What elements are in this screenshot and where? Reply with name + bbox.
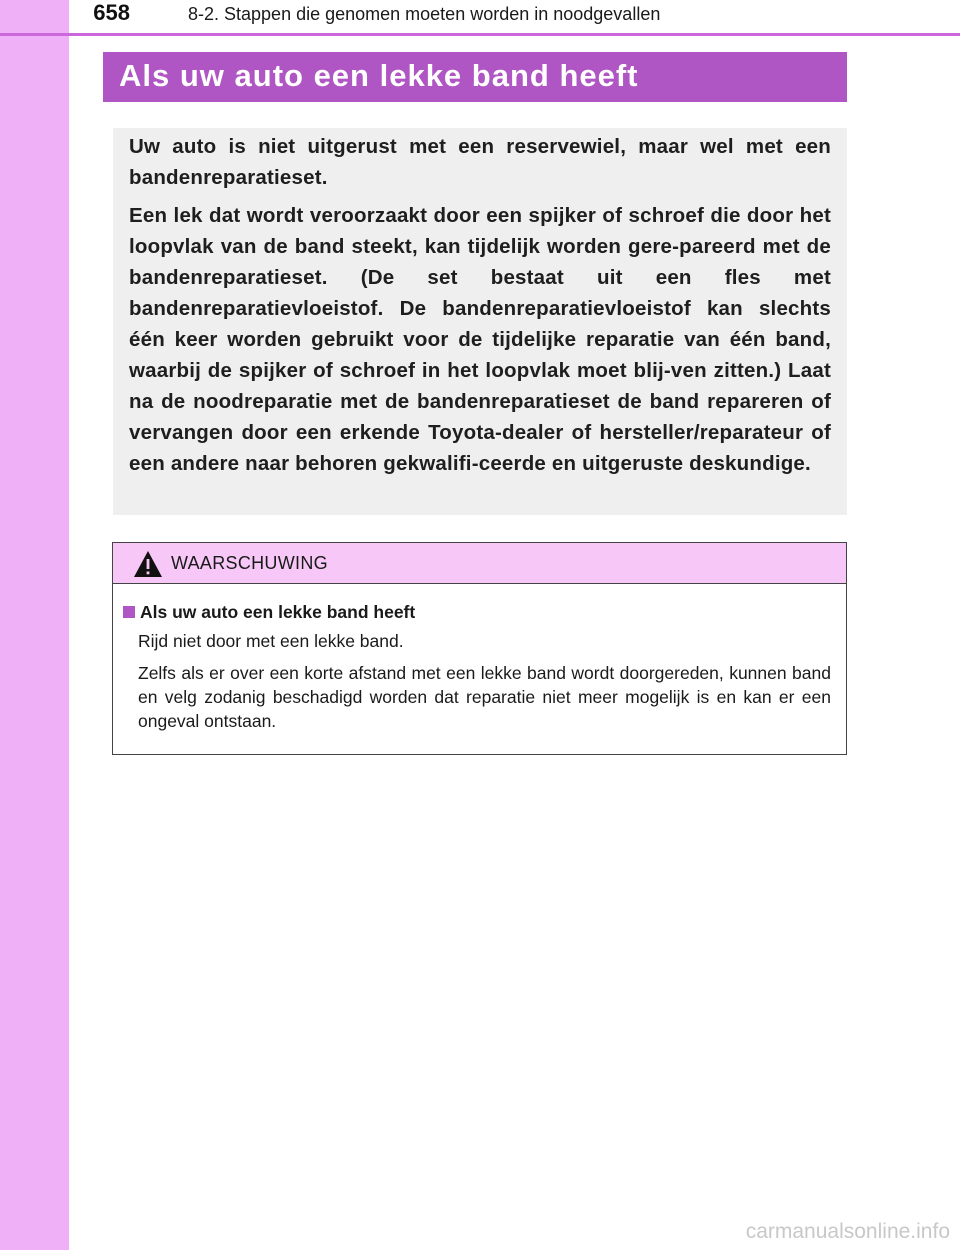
page-number: 658 xyxy=(93,0,130,25)
intro-box xyxy=(113,128,847,515)
watermark: carmanualsonline.info xyxy=(745,1220,950,1243)
warning-triangle-icon xyxy=(133,550,163,578)
intro-paragraph: Uw auto is niet uitgerust met een reservewiel, maar wel met een bandenreparatieset. xyxy=(129,135,831,189)
warning-content xyxy=(113,584,846,733)
section-title: Als uw auto een lekke band heeft xyxy=(119,58,639,93)
warning-text: Zelfs als er over een korte afstand met een lekke band wordt doorgereden, kunnen band en velg zodanig beschadigd worden dat reparatie niet meer mogelijk is en kan er een ongeval ontstaan. xyxy=(138,663,831,731)
square-bullet-icon xyxy=(123,606,135,618)
warning-box xyxy=(112,542,847,755)
section-title-bar xyxy=(103,52,847,102)
warning-label: WAARSCHUWING xyxy=(171,553,328,573)
warning-heading xyxy=(123,601,831,623)
warning-text: Rijd niet door met een lekke band. xyxy=(138,631,404,651)
side-color-strip xyxy=(0,0,69,1250)
warning-header xyxy=(113,543,846,584)
warning-heading-text: Als uw auto een lekke band heeft xyxy=(140,602,416,622)
header-divider xyxy=(0,33,960,36)
intro-paragraph: Een lek dat wordt veroorzaakt door een spijker of schroef die door het loopvlak van de band steekt, kan tijdelijk worden gere-pareerd met de bandenreparatieset. (De set bestaat uit een fles met bandenreparatievloeistof. De bandenreparatievloeistof kan slechts één keer worden gebruikt voor de tijdelijke reparatie van één band, waarbij de spijker of schroef in het loopvlak moet blij-ven zitten.) Laat na de noodreparatie met de bandenreparatieset de band repareren of vervangen door een erkende Toyota-dealer of hersteller/reparateur of een andere naar behoren gekwalifi-ceerde en uitgeruste deskundige. xyxy=(129,204,831,475)
breadcrumb: 8-2. Stappen die genomen moeten worden in noodgevallen xyxy=(188,4,661,24)
